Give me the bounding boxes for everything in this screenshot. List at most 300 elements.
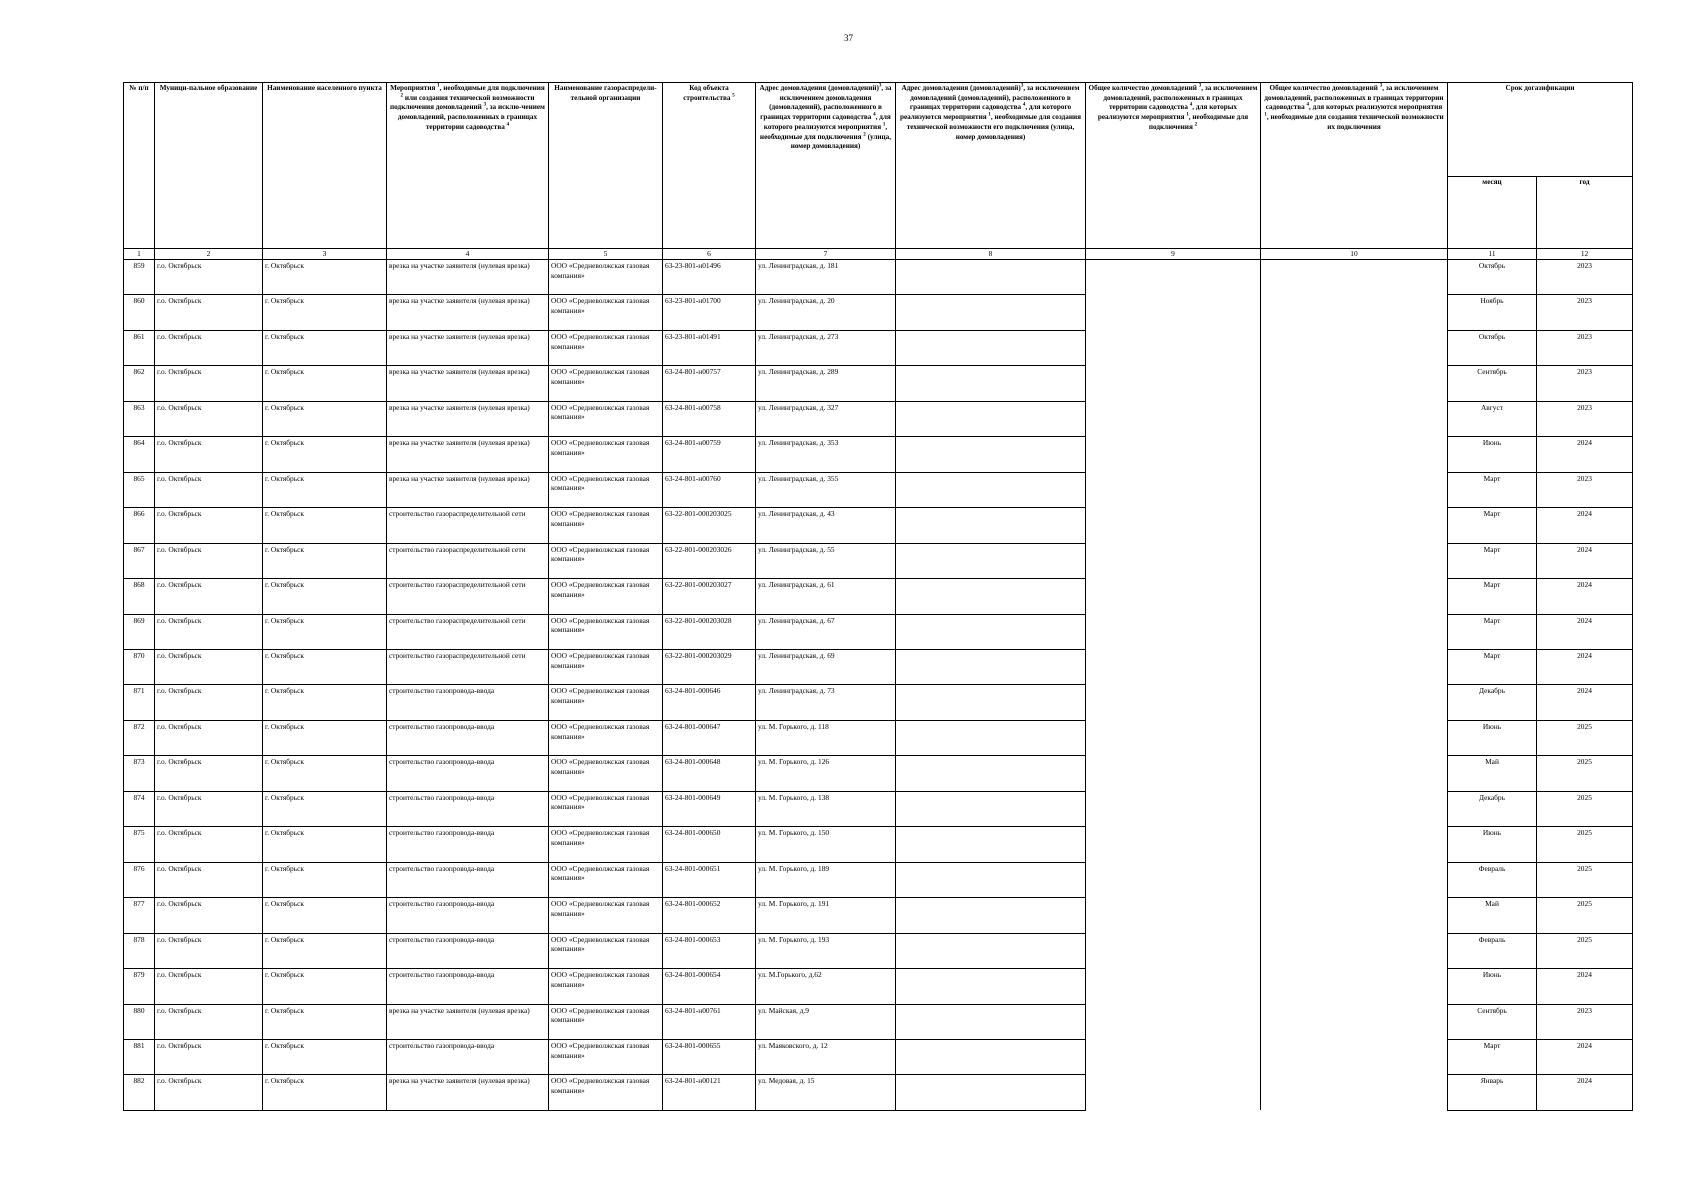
gas-org-cell: ООО «Средневолжская газовая компания» bbox=[549, 756, 663, 791]
table-row bbox=[124, 756, 1633, 791]
count-connection-cell bbox=[1086, 579, 1261, 614]
gas-org-cell: ООО «Средневолжская газовая компания» bbox=[549, 649, 663, 684]
measure-cell: строительство газораспределительной сети bbox=[387, 614, 549, 649]
settlement-cell: г. Октябрьск bbox=[263, 827, 387, 862]
address-technical-cell bbox=[896, 260, 1086, 295]
count-technical-cell bbox=[1261, 401, 1448, 436]
measure-cell: врезка на участке заявителя (нулевая врезка) bbox=[387, 437, 549, 472]
municipality-cell: г.о. Октябрьск bbox=[155, 720, 263, 755]
month-cell: Май bbox=[1448, 756, 1537, 791]
measure-cell: строительство газопровода-ввода bbox=[387, 827, 549, 862]
row-number-cell: 865 bbox=[124, 472, 155, 507]
count-connection-cell bbox=[1086, 791, 1261, 826]
address-technical-cell bbox=[896, 330, 1086, 365]
year-cell: 2023 bbox=[1537, 401, 1633, 436]
row-number-cell: 881 bbox=[124, 1039, 155, 1074]
settlement-cell: г. Октябрьск bbox=[263, 720, 387, 755]
month-cell: Январь bbox=[1448, 1075, 1537, 1110]
gas-org-cell: ООО «Средневолжская газовая компания» bbox=[549, 969, 663, 1004]
address-cell: ул. Ленинградская, д. 69 bbox=[756, 649, 896, 684]
count-technical-cell bbox=[1261, 1004, 1448, 1039]
month-cell: Декабрь bbox=[1448, 791, 1537, 826]
year-cell: 2023 bbox=[1537, 260, 1633, 295]
table-row bbox=[124, 1004, 1633, 1039]
settlement-cell: г. Октябрьск bbox=[263, 1004, 387, 1039]
header-settlement: Наименование населенного пункта bbox=[263, 83, 387, 249]
address-technical-cell bbox=[896, 614, 1086, 649]
table-row bbox=[124, 330, 1633, 365]
column-number: 6 bbox=[663, 249, 756, 260]
address-technical-cell bbox=[896, 862, 1086, 897]
column-number: 2 bbox=[155, 249, 263, 260]
month-cell: Февраль bbox=[1448, 933, 1537, 968]
month-cell: Декабрь bbox=[1448, 685, 1537, 720]
table-row bbox=[124, 614, 1633, 649]
address-cell: ул. М. Горького, д. 118 bbox=[756, 720, 896, 755]
address-cell: ул. М. Горького, д. 150 bbox=[756, 827, 896, 862]
count-connection-cell bbox=[1086, 614, 1261, 649]
row-number-cell: 878 bbox=[124, 933, 155, 968]
column-number: 12 bbox=[1537, 249, 1633, 260]
table-row bbox=[124, 437, 1633, 472]
address-cell: ул. Ленинградская, д. 61 bbox=[756, 579, 896, 614]
month-cell: Март bbox=[1448, 1039, 1537, 1074]
count-connection-cell bbox=[1086, 295, 1261, 330]
gas-org-cell: ООО «Средневолжская газовая компания» bbox=[549, 1039, 663, 1074]
measure-cell: строительство газопровода-ввода bbox=[387, 933, 549, 968]
settlement-cell: г. Октябрьск bbox=[263, 543, 387, 578]
table-row bbox=[124, 579, 1633, 614]
count-technical-cell bbox=[1261, 614, 1448, 649]
measure-cell: строительство газопровода-ввода bbox=[387, 720, 549, 755]
address-technical-cell bbox=[896, 685, 1086, 720]
count-connection-cell bbox=[1086, 401, 1261, 436]
header-month: месяц bbox=[1448, 177, 1537, 249]
gas-org-cell: ООО «Средневолжская газовая компания» bbox=[549, 437, 663, 472]
object-code-cell: 63-24-801-н00121 bbox=[663, 1075, 756, 1110]
year-cell: 2025 bbox=[1537, 898, 1633, 933]
municipality-cell: г.о. Октябрьск bbox=[155, 437, 263, 472]
column-numbers-row bbox=[124, 249, 1633, 260]
year-cell: 2024 bbox=[1537, 614, 1633, 649]
municipality-cell: г.о. Октябрьск bbox=[155, 791, 263, 826]
settlement-cell: г. Октябрьск bbox=[263, 791, 387, 826]
count-connection-cell bbox=[1086, 472, 1261, 507]
address-technical-cell bbox=[896, 1075, 1086, 1110]
column-number: 3 bbox=[263, 249, 387, 260]
count-connection-cell bbox=[1086, 756, 1261, 791]
object-code-cell: 63-24-801-н00761 bbox=[663, 1004, 756, 1039]
gas-org-cell: ООО «Средневолжская газовая компания» bbox=[549, 685, 663, 720]
row-number-cell: 861 bbox=[124, 330, 155, 365]
count-connection-cell bbox=[1086, 685, 1261, 720]
object-code-cell: 63-24-801-н00759 bbox=[663, 437, 756, 472]
count-technical-cell bbox=[1261, 579, 1448, 614]
count-connection-cell bbox=[1086, 898, 1261, 933]
year-cell: 2024 bbox=[1537, 508, 1633, 543]
address-cell: ул. Ленинградская, д. 20 bbox=[756, 295, 896, 330]
column-number: 1 bbox=[124, 249, 155, 260]
row-number-cell: 872 bbox=[124, 720, 155, 755]
object-code-cell: 63-24-801-н00758 bbox=[663, 401, 756, 436]
count-technical-cell bbox=[1261, 508, 1448, 543]
municipality-cell: г.о. Октябрьск bbox=[155, 756, 263, 791]
count-technical-cell bbox=[1261, 685, 1448, 720]
municipality-cell: г.о. Октябрьск bbox=[155, 933, 263, 968]
count-technical-cell bbox=[1261, 543, 1448, 578]
table-row bbox=[124, 1075, 1633, 1110]
settlement-cell: г. Октябрьск bbox=[263, 862, 387, 897]
address-cell: ул. Майская, д.9 bbox=[756, 1004, 896, 1039]
gas-org-cell: ООО «Средневолжская газовая компания» bbox=[549, 260, 663, 295]
table-row bbox=[124, 543, 1633, 578]
address-technical-cell bbox=[896, 508, 1086, 543]
measure-cell: строительство газораспределительной сети bbox=[387, 508, 549, 543]
object-code-cell: 63-24-801-000653 bbox=[663, 933, 756, 968]
header-year: год bbox=[1537, 177, 1633, 249]
address-technical-cell bbox=[896, 401, 1086, 436]
address-cell: ул. Маяковского, д. 12 bbox=[756, 1039, 896, 1074]
address-technical-cell bbox=[896, 579, 1086, 614]
address-technical-cell bbox=[896, 756, 1086, 791]
month-cell: Март bbox=[1448, 614, 1537, 649]
object-code-cell: 63-24-801-000650 bbox=[663, 827, 756, 862]
row-number-cell: 874 bbox=[124, 791, 155, 826]
table-row bbox=[124, 472, 1633, 507]
municipality-cell: г.о. Октябрьск bbox=[155, 1075, 263, 1110]
object-code-cell: 63-24-801-н00760 bbox=[663, 472, 756, 507]
municipality-cell: г.о. Октябрьск bbox=[155, 1039, 263, 1074]
month-cell: Март bbox=[1448, 508, 1537, 543]
year-cell: 2024 bbox=[1537, 685, 1633, 720]
month-cell: Июнь bbox=[1448, 827, 1537, 862]
address-cell: ул. Ленинградская, д. 353 bbox=[756, 437, 896, 472]
header-count-technical: Общее количество домовладений $^3$, за исключением домовладений, расположенных в границах территории садоводства $^4$, для которых реализуются мероприятия $^1$, необходимые для создания технической возможности их подключения bbox=[1261, 83, 1448, 249]
row-number-cell: 870 bbox=[124, 649, 155, 684]
municipality-cell: г.о. Октябрьск bbox=[155, 862, 263, 897]
measure-cell: врезка на участке заявителя (нулевая врезка) bbox=[387, 295, 549, 330]
count-technical-cell bbox=[1261, 827, 1448, 862]
object-code-cell: 63-23-801-н01491 bbox=[663, 330, 756, 365]
row-number-cell: 877 bbox=[124, 898, 155, 933]
column-number: 5 bbox=[549, 249, 663, 260]
header-num: № п/п bbox=[124, 83, 155, 249]
gas-org-cell: ООО «Средневолжская газовая компания» bbox=[549, 579, 663, 614]
address-cell: ул. Ленинградская, д. 55 bbox=[756, 543, 896, 578]
gas-org-cell: ООО «Средневолжская газовая компания» bbox=[549, 1075, 663, 1110]
gas-org-cell: ООО «Средневолжская газовая компания» bbox=[549, 827, 663, 862]
count-technical-cell bbox=[1261, 260, 1448, 295]
address-technical-cell bbox=[896, 543, 1086, 578]
row-number-cell: 860 bbox=[124, 295, 155, 330]
gas-org-cell: ООО «Средневолжская газовая компания» bbox=[549, 330, 663, 365]
address-cell: ул. Ленинградская, д. 327 bbox=[756, 401, 896, 436]
address-technical-cell bbox=[896, 791, 1086, 826]
month-cell: Сентябрь bbox=[1448, 366, 1537, 401]
measure-cell: врезка на участке заявителя (нулевая врезка) bbox=[387, 1004, 549, 1039]
measure-cell: врезка на участке заявителя (нулевая врезка) bbox=[387, 472, 549, 507]
address-technical-cell bbox=[896, 933, 1086, 968]
month-cell: Март bbox=[1448, 543, 1537, 578]
row-number-cell: 868 bbox=[124, 579, 155, 614]
address-cell: ул. Ленинградская, д. 181 bbox=[756, 260, 896, 295]
measure-cell: строительство газопровода-ввода bbox=[387, 969, 549, 1004]
address-technical-cell bbox=[896, 472, 1086, 507]
municipality-cell: г.о. Октябрьск bbox=[155, 898, 263, 933]
year-cell: 2025 bbox=[1537, 827, 1633, 862]
year-cell: 2024 bbox=[1537, 969, 1633, 1004]
count-technical-cell bbox=[1261, 1039, 1448, 1074]
count-connection-cell bbox=[1086, 1004, 1261, 1039]
municipality-cell: г.о. Октябрьск bbox=[155, 543, 263, 578]
object-code-cell: 63-22-801-000203028 bbox=[663, 614, 756, 649]
municipality-cell: г.о. Октябрьск bbox=[155, 579, 263, 614]
municipality-cell: г.о. Октябрьск bbox=[155, 401, 263, 436]
settlement-cell: г. Октябрьск bbox=[263, 649, 387, 684]
row-number-cell: 880 bbox=[124, 1004, 155, 1039]
count-technical-cell bbox=[1261, 720, 1448, 755]
object-code-cell: 63-24-801-000652 bbox=[663, 898, 756, 933]
municipality-cell: г.о. Октябрьск bbox=[155, 1004, 263, 1039]
row-number-cell: 869 bbox=[124, 614, 155, 649]
settlement-cell: г. Октябрьск bbox=[263, 401, 387, 436]
gas-org-cell: ООО «Средневолжская газовая компания» bbox=[549, 401, 663, 436]
count-technical-cell bbox=[1261, 366, 1448, 401]
year-cell: 2024 bbox=[1537, 579, 1633, 614]
measure-cell: строительство газопровода-ввода bbox=[387, 685, 549, 720]
address-technical-cell bbox=[896, 649, 1086, 684]
settlement-cell: г. Октябрьск bbox=[263, 756, 387, 791]
object-code-cell: 63-23-801-н01496 bbox=[663, 260, 756, 295]
address-technical-cell bbox=[896, 898, 1086, 933]
table-row bbox=[124, 933, 1633, 968]
measure-cell: врезка на участке заявителя (нулевая врезка) bbox=[387, 330, 549, 365]
column-number: 8 bbox=[896, 249, 1086, 260]
year-cell: 2025 bbox=[1537, 720, 1633, 755]
table-row bbox=[124, 295, 1633, 330]
count-connection-cell bbox=[1086, 543, 1261, 578]
year-cell: 2023 bbox=[1537, 295, 1633, 330]
count-technical-cell bbox=[1261, 898, 1448, 933]
settlement-cell: г. Октябрьск bbox=[263, 330, 387, 365]
count-technical-cell bbox=[1261, 1075, 1448, 1110]
measure-cell: строительство газопровода-ввода bbox=[387, 898, 549, 933]
column-number: 7 bbox=[756, 249, 896, 260]
header-address-connection: Адрес домовладения (домовладений)$^3$, за исключением домовладения (домовладений), расположенного в границах территории садоводства $^4$, для которого реализуются мероприятия $^1$, необходимые для подключения $^2$ (улица, номер домовладения) bbox=[756, 83, 896, 249]
year-cell: 2024 bbox=[1537, 1039, 1633, 1074]
measure-cell: строительство газопровода-ввода bbox=[387, 791, 549, 826]
municipality-cell: г.о. Октябрьск bbox=[155, 969, 263, 1004]
address-technical-cell bbox=[896, 366, 1086, 401]
header-term: Срок догазификации bbox=[1448, 83, 1633, 177]
object-code-cell: 63-24-801-000647 bbox=[663, 720, 756, 755]
measure-cell: строительство газопровода-ввода bbox=[387, 756, 549, 791]
table-row bbox=[124, 898, 1633, 933]
measure-cell: строительство газораспределительной сети bbox=[387, 579, 549, 614]
address-cell: ул. М. Горького, д. 138 bbox=[756, 791, 896, 826]
count-connection-cell bbox=[1086, 649, 1261, 684]
object-code-cell: 63-23-801-н01700 bbox=[663, 295, 756, 330]
address-cell: ул. Медовая, д. 15 bbox=[756, 1075, 896, 1110]
count-connection-cell bbox=[1086, 969, 1261, 1004]
table-row bbox=[124, 827, 1633, 862]
municipality-cell: г.о. Октябрьск bbox=[155, 260, 263, 295]
count-connection-cell bbox=[1086, 827, 1261, 862]
gas-org-cell: ООО «Средневолжская газовая компания» bbox=[549, 614, 663, 649]
address-cell: ул. М. Горького, д. 189 bbox=[756, 862, 896, 897]
measure-cell: врезка на участке заявителя (нулевая врезка) bbox=[387, 260, 549, 295]
gas-org-cell: ООО «Средневолжская газовая компания» bbox=[549, 862, 663, 897]
table-row bbox=[124, 260, 1633, 295]
address-cell: ул. Ленинградская, д. 73 bbox=[756, 685, 896, 720]
header-gas-org: Наименование газораспредели-тельной организации bbox=[549, 83, 663, 249]
count-connection-cell bbox=[1086, 330, 1261, 365]
count-technical-cell bbox=[1261, 969, 1448, 1004]
month-cell: Май bbox=[1448, 898, 1537, 933]
measure-cell: строительство газопровода-ввода bbox=[387, 1039, 549, 1074]
address-technical-cell bbox=[896, 1039, 1086, 1074]
gas-org-cell: ООО «Средневолжская газовая компания» bbox=[549, 933, 663, 968]
row-number-cell: 882 bbox=[124, 1075, 155, 1110]
gas-org-cell: ООО «Средневолжская газовая компания» bbox=[549, 543, 663, 578]
count-technical-cell bbox=[1261, 649, 1448, 684]
municipality-cell: г.о. Октябрьск bbox=[155, 614, 263, 649]
municipality-cell: г.о. Октябрьск bbox=[155, 827, 263, 862]
measure-cell: строительство газопровода-ввода bbox=[387, 862, 549, 897]
header-measures: Мероприятия $^1$, необходимые для подключения $^2$ или создания технической возможности подключения домовладений $^3$, за исклю-чением домовладений, расположенных в границах территории садоводства $^4$ bbox=[387, 83, 549, 249]
table-row bbox=[124, 366, 1633, 401]
count-technical-cell bbox=[1261, 437, 1448, 472]
year-cell: 2025 bbox=[1537, 791, 1633, 826]
month-cell: Февраль bbox=[1448, 862, 1537, 897]
settlement-cell: г. Октябрьск bbox=[263, 260, 387, 295]
table-row bbox=[124, 1039, 1633, 1074]
object-code-cell: 63-24-801-000646 bbox=[663, 685, 756, 720]
settlement-cell: г. Октябрьск bbox=[263, 933, 387, 968]
municipality-cell: г.о. Октябрьск bbox=[155, 685, 263, 720]
year-cell: 2024 bbox=[1537, 437, 1633, 472]
gas-org-cell: ООО «Средневолжская газовая компания» bbox=[549, 295, 663, 330]
count-technical-cell bbox=[1261, 862, 1448, 897]
table-row bbox=[124, 401, 1633, 436]
header-object-code: Код объекта строительства $^5$ bbox=[663, 83, 756, 249]
year-cell: 2024 bbox=[1537, 649, 1633, 684]
count-technical-cell bbox=[1261, 472, 1448, 507]
year-cell: 2024 bbox=[1537, 1075, 1633, 1110]
table-row bbox=[124, 508, 1633, 543]
row-number-cell: 873 bbox=[124, 756, 155, 791]
address-cell: ул. М.Горького, д.62 bbox=[756, 969, 896, 1004]
count-connection-cell bbox=[1086, 1075, 1261, 1110]
measure-cell: врезка на участке заявителя (нулевая врезка) bbox=[387, 1075, 549, 1110]
settlement-cell: г. Октябрьск bbox=[263, 969, 387, 1004]
address-technical-cell bbox=[896, 720, 1086, 755]
settlement-cell: г. Октябрьск bbox=[263, 1075, 387, 1110]
table-row bbox=[124, 685, 1633, 720]
measure-cell: строительство газораспределительной сети bbox=[387, 543, 549, 578]
row-number-cell: 867 bbox=[124, 543, 155, 578]
address-technical-cell bbox=[896, 437, 1086, 472]
object-code-cell: 63-24-801-000654 bbox=[663, 969, 756, 1004]
count-technical-cell bbox=[1261, 933, 1448, 968]
settlement-cell: г. Октябрьск bbox=[263, 295, 387, 330]
table-row bbox=[124, 720, 1633, 755]
count-connection-cell bbox=[1086, 1039, 1261, 1074]
count-technical-cell bbox=[1261, 756, 1448, 791]
address-cell: ул. Ленинградская, д. 67 bbox=[756, 614, 896, 649]
gas-org-cell: ООО «Средневолжская газовая компания» bbox=[549, 366, 663, 401]
row-number-cell: 879 bbox=[124, 969, 155, 1004]
object-code-cell: 63-22-801-000203025 bbox=[663, 508, 756, 543]
municipality-cell: г.о. Октябрьск bbox=[155, 649, 263, 684]
measure-cell: врезка на участке заявителя (нулевая врезка) bbox=[387, 401, 549, 436]
month-cell: Август bbox=[1448, 401, 1537, 436]
table-row bbox=[124, 969, 1633, 1004]
address-technical-cell bbox=[896, 1004, 1086, 1039]
row-number-cell: 866 bbox=[124, 508, 155, 543]
month-cell: Март bbox=[1448, 579, 1537, 614]
municipality-cell: г.о. Октябрьск bbox=[155, 366, 263, 401]
address-cell: ул. Ленинградская, д. 289 bbox=[756, 366, 896, 401]
count-technical-cell bbox=[1261, 295, 1448, 330]
object-code-cell: 63-24-801-000651 bbox=[663, 862, 756, 897]
month-cell: Ноябрь bbox=[1448, 295, 1537, 330]
settlement-cell: г. Октябрьск bbox=[263, 579, 387, 614]
year-cell: 2023 bbox=[1537, 366, 1633, 401]
settlement-cell: г. Октябрьск bbox=[263, 437, 387, 472]
address-cell: ул. М. Горького, д. 126 bbox=[756, 756, 896, 791]
year-cell: 2023 bbox=[1537, 1004, 1633, 1039]
dogasification-table bbox=[123, 82, 1633, 1111]
count-connection-cell bbox=[1086, 720, 1261, 755]
column-number: 9 bbox=[1086, 249, 1261, 260]
count-technical-cell bbox=[1261, 330, 1448, 365]
gas-org-cell: ООО «Средневолжская газовая компания» bbox=[549, 791, 663, 826]
settlement-cell: г. Октябрьск bbox=[263, 614, 387, 649]
settlement-cell: г. Октябрьск bbox=[263, 1039, 387, 1074]
month-cell: Июнь bbox=[1448, 437, 1537, 472]
year-cell: 2025 bbox=[1537, 933, 1633, 968]
month-cell: Октябрь bbox=[1448, 330, 1537, 365]
row-number-cell: 859 bbox=[124, 260, 155, 295]
table-row bbox=[124, 862, 1633, 897]
month-cell: Март bbox=[1448, 472, 1537, 507]
year-cell: 2023 bbox=[1537, 330, 1633, 365]
column-number: 10 bbox=[1261, 249, 1448, 260]
municipality-cell: г.о. Октябрьск bbox=[155, 330, 263, 365]
gas-org-cell: ООО «Средневолжская газовая компания» bbox=[549, 720, 663, 755]
count-connection-cell bbox=[1086, 508, 1261, 543]
object-code-cell: 63-24-801-000655 bbox=[663, 1039, 756, 1074]
row-number-cell: 871 bbox=[124, 685, 155, 720]
count-connection-cell bbox=[1086, 933, 1261, 968]
gas-org-cell: ООО «Средневолжская газовая компания» bbox=[549, 472, 663, 507]
count-technical-cell bbox=[1261, 791, 1448, 826]
year-cell: 2025 bbox=[1537, 756, 1633, 791]
municipality-cell: г.о. Октябрьск bbox=[155, 472, 263, 507]
object-code-cell: 63-24-801-н00757 bbox=[663, 366, 756, 401]
header-address-technical: Адрес домовладения (домовладений)$^3$, за исключением домовладений (домовладений), расположенного в границах территории садоводства $^4$, для которого реализуются мероприятия $^1$, необходимые для создания технической возможности его подключения (улица, номер домовладения) bbox=[896, 83, 1086, 249]
month-cell: Сентябрь bbox=[1448, 1004, 1537, 1039]
address-technical-cell bbox=[896, 827, 1086, 862]
column-number: 11 bbox=[1448, 249, 1537, 260]
object-code-cell: 63-22-801-000203026 bbox=[663, 543, 756, 578]
settlement-cell: г. Октябрьск bbox=[263, 685, 387, 720]
year-cell: 2025 bbox=[1537, 862, 1633, 897]
month-cell: Июнь bbox=[1448, 969, 1537, 1004]
table-row bbox=[124, 791, 1633, 826]
header-municipality: Муници-пальное образование bbox=[155, 83, 263, 249]
